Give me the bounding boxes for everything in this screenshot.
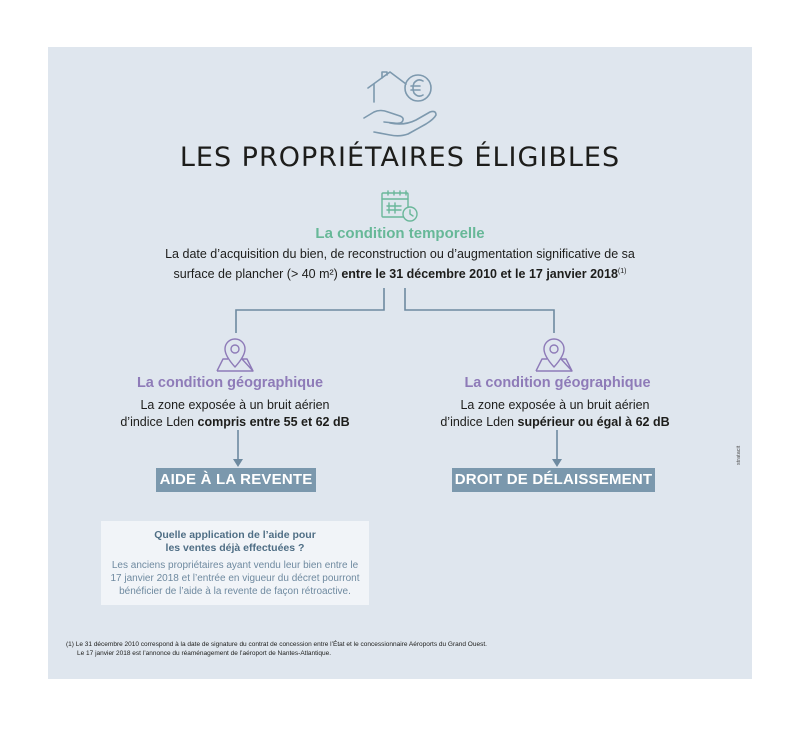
- resale-aid-box: AIDE À LA REVENTE: [156, 468, 316, 492]
- right-geographic-title: La condition géographique: [464, 375, 651, 391]
- abandonment-right-box: DROIT DE DÉLAISSEMENT: [452, 468, 655, 492]
- temporal-condition-title: La condition temporelle: [315, 225, 485, 242]
- left-geographic-text: La zone exposée à un bruit aérien d’indice Lden compris entre 55 et 62 dB: [120, 398, 350, 429]
- info-text-line-3: bénéficier de l’aide à la revente de façon rétroactive.: [119, 586, 351, 597]
- info-text-line-2: 17 janvier 2018 et l’entrée en vigueur du décret pourront: [110, 573, 360, 584]
- map-pin-icon: [213, 337, 257, 373]
- map-pin-icon: [532, 337, 576, 373]
- page-title: LES PROPRIÉTAIRES ÉLIGIBLES: [179, 142, 621, 173]
- footnote: (1) Le 31 décembre 2010 correspond à la date de signature du contrat de concession entre l’État et le concessionnaire Aéroports du Grand Ouest. Le 17 janvier 2018 est l’annonce du réaménagement de l’aéroport de Nantes-Atlantique.: [66, 641, 487, 657]
- right-geographic-text: La zone exposée à un bruit aérien d’indice Lden supérieur ou égal à 62 dB: [440, 398, 670, 429]
- temporal-line-1: La date d’acquisition du bien, de reconstruction ou d’augmentation significative de sa: [165, 247, 635, 261]
- info-title-line-2: les ventes déjà effectuées ?: [165, 542, 305, 554]
- temporal-line-2: surface de plancher (> 40 m²) entre le 31 décembre 2010 et le 17 janvier 2018$^{(1)}$: [173, 267, 627, 282]
- left-geographic-title: La condition géographique: [136, 375, 324, 391]
- retroactive-info-box: [101, 521, 369, 605]
- info-title-line-1: Quelle application de l’aide pour: [154, 529, 316, 541]
- credit-label: stratacit: [736, 445, 742, 465]
- info-text-line-1: Les anciens propriétaires ayant vendu leur bien entre le: [111, 560, 359, 571]
